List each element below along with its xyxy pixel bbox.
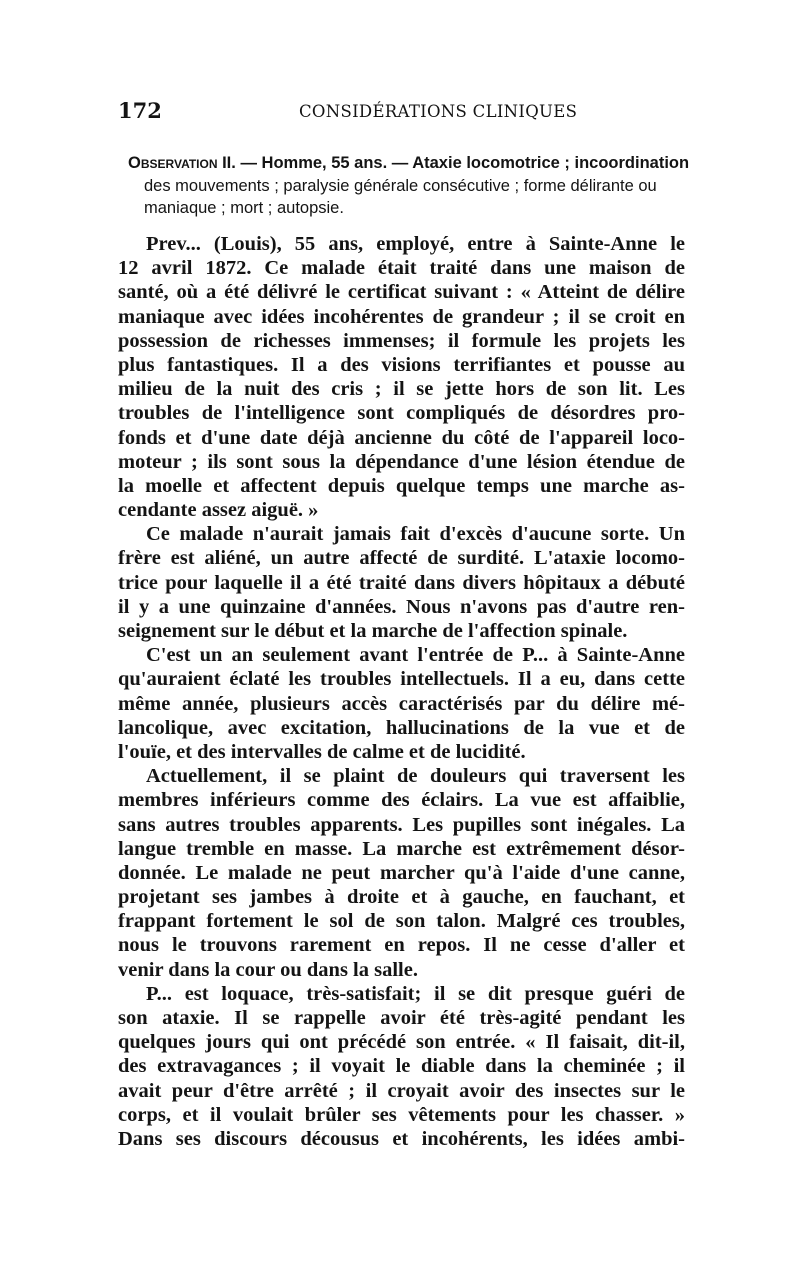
text-line: nous le trouvons rarement en repos. Il ne cesse d'aller et [118,934,685,957]
text-line: fonds et d'une date déjà ancienne du côté de l'appareil loco- [118,426,685,449]
text-line: frappant fortement le sol de son talon. Malgré ces troubles, [118,910,685,933]
text-line: seignement sur le début et la marche de l'affection spinale. [118,620,628,642]
text-line: C'est un an seulement avant l'entrée de P... à Sainte-Anne [146,644,685,667]
text-line: 12 avril 1872. Ce malade était traité dans une maison de [118,257,685,280]
observation-heading-line [128,152,690,175]
text-line: milieu de la nuit des cris ; il se jette hors de son lit. Les [118,378,685,401]
text-line: possession de richesses immenses; il formule les projets les [118,329,685,352]
text-line: il y a une quinzaine d'années. Nous n'avons pas d'autre ren- [118,595,685,618]
text-line: qu'auraient éclaté les troubles intellectuels. Il a eu, dans cette [118,668,685,691]
running-head [118,98,678,128]
text-line: plus fantastiques. Il a des visions terrifiantes et pousse au [118,353,685,376]
text-line: maniaque avec idées incohérentes de grandeur ; il se croit en [118,305,685,328]
observation-summary: — Homme, 55 ans. — Ataxie locomotrice ; incoordination [235,154,690,172]
text-line: Prev... (Louis), 55 ans, employé, entre à Sainte-Anne le [146,233,685,255]
text-line: avait peur d'être arrêté ; il croyait avoir des insectes sur le [118,1079,685,1102]
text-line: projetant ses jambes à droite et à gauche, en fauchant, et [118,886,685,909]
text-line: Ce malade n'aurait jamais fait d'excès d'aucune sorte. Un [146,523,685,546]
text-line: sans autres troubles apparents. Les pupilles sont inégales. La [118,813,685,836]
text-line: Actuellement, il se plaint de douleurs qui traversent les [146,765,685,788]
text-line: P... est loquace, très-satisfait; il se dit presque guéri de [146,982,685,1005]
page-number: 172 [118,98,162,123]
text-line: donnée. Le malade ne peut marcher qu'à l'aide d'une canne, [118,861,685,884]
text-line: quelques jours qui ont précédé son entrée. « Il faisait, dit-il, [118,1031,685,1054]
body-text [118,232,685,1151]
text-line: trice pour laquelle il a été traité dans divers hôpitaux a débuté [118,571,685,594]
text-line: lancolique, avec excitation, hallucinations de la vue et de [118,716,685,739]
text-line: l'ouïe, et des intervalles de calme et de lucidité. [118,740,526,763]
observation-label: Observation II. [128,154,236,172]
running-title: CONSIDÉRATIONS CLINIQUES [299,102,578,121]
text-line: troubles de l'intelligence sont compliqués de désordres pro- [118,402,685,425]
text-line: son ataxie. Il se rappelle avoir été très-agité pendant les [118,1007,685,1029]
observation-heading-line: des mouvements ; paralysie générale consécutive ; forme délirante ou [144,176,657,195]
text-line: moteur ; ils sont sous la dépendance d'une lésion étendue de [118,450,685,473]
text-line: cendante assez aiguë. » [118,499,319,522]
text-line: santé, où a été délivré le certificat suivant : « Atteint de délire [118,281,685,304]
text-line: même année, plusieurs accès caractérisés par du délire mé- [118,692,685,715]
text-line: frère est aliéné, un autre affecté de surdité. L'ataxie locomo- [118,547,685,570]
text-line: venir dans la cour ou dans la salle. [118,958,418,981]
text-line: langue tremble en masse. La marche est extrêmement désor- [118,837,685,860]
text-line: la moelle et affectent depuis quelque temps une marche as- [118,474,685,497]
text-line: des extravagances ; il voyait le diable dans la cheminée ; il [118,1055,685,1078]
text-line: corps, et il voulait brûler ses vêtements pour les chasser. » [118,1103,685,1126]
observation-heading [128,152,690,220]
observation-heading-line: maniaque ; mort ; autopsie. [144,199,344,217]
text-line: membres inférieurs comme des éclairs. La vue est affaiblie, [118,789,685,812]
text-line: Dans ses discours décousus et incohérents, les idées ambi- [118,1127,685,1150]
